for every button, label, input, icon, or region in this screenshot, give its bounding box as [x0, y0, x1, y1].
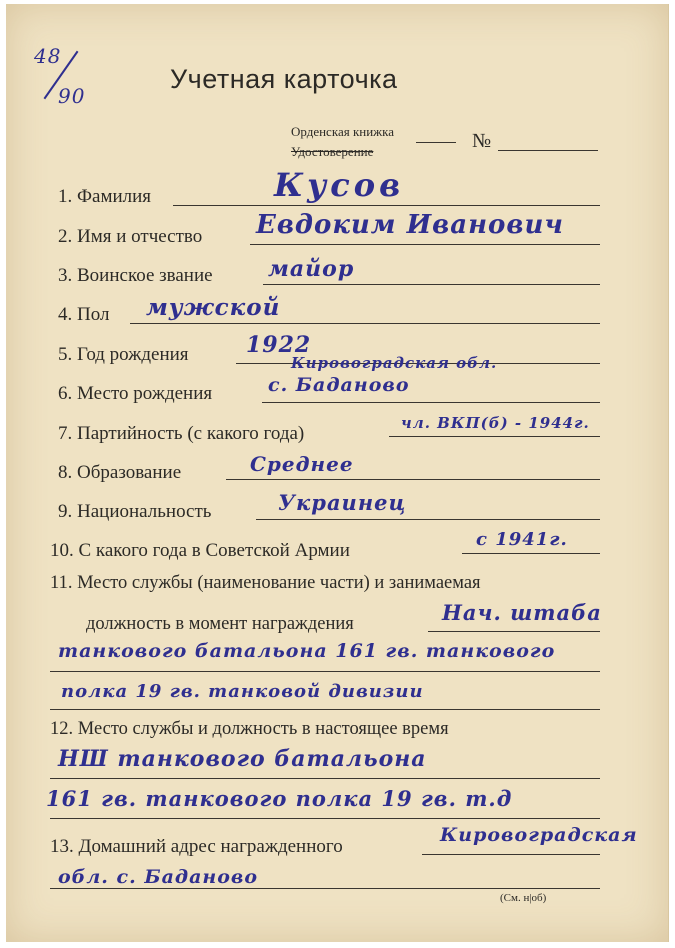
field-10-label: 10. С какого года в Советской Армии — [50, 540, 350, 561]
field-11-label-line2: должность в момент награждения — [86, 614, 354, 634]
field-13-value-line2: обл. с. Баданово — [58, 866, 259, 888]
field-13-line1 — [422, 854, 600, 855]
field-11-line2 — [50, 671, 600, 672]
field-8-value: Среднее — [250, 452, 354, 476]
field-13-line2 — [50, 888, 600, 889]
field-12-value-line2: 161 гв. танкового полка 19 гв. т.д — [46, 786, 513, 811]
field-6-value-line2: с. Баданово — [268, 374, 410, 396]
field-11-value-line1: Нач. штаба — [442, 600, 602, 625]
card-title: Учетная карточка — [170, 64, 398, 94]
field-13-value-line1: Кировоградская — [440, 824, 638, 846]
number-line — [498, 150, 598, 151]
field-5-label: 5. Год рождения — [58, 344, 189, 365]
field-11-line1 — [428, 631, 600, 632]
field-12-value-line1: НШ танкового батальона — [58, 746, 427, 772]
field-4-line — [130, 323, 600, 324]
field-13-label: 13. Домашний адрес награжденного — [50, 836, 343, 857]
field-10-value: с 1941г. — [476, 529, 568, 550]
field-7-label: 7. Партийность (с какого года) — [58, 423, 305, 444]
field-11-value-line3: полка 19 гв. танковой дивизии — [61, 681, 424, 702]
field-1-line — [173, 205, 600, 206]
field-6-line — [262, 402, 600, 403]
field-3-value: майор — [268, 256, 355, 282]
field-10-line — [462, 553, 600, 554]
footer-note: (См. н|об) — [500, 892, 547, 904]
field-1-label: 1. Фамилия — [58, 186, 152, 207]
doc-type-order-book: Орденская книжка — [291, 124, 395, 139]
field-6-label: 6. Место рождения — [58, 383, 213, 404]
field-2-value: Евдоким Иванович — [256, 210, 564, 240]
field-2-label: 2. Имя и отчество — [58, 226, 203, 247]
record-card — [6, 4, 669, 942]
field-3-label: 3. Воинское звание — [58, 265, 213, 286]
field-7-value: чл. ВКП(б) - 1944г. — [401, 414, 590, 432]
field-3-line — [263, 284, 600, 285]
field-8-line — [226, 479, 600, 480]
field-11-line3 — [50, 709, 600, 710]
field-4-value: мужской — [146, 294, 281, 321]
doc-type-certificate: Удостоверение — [291, 144, 374, 159]
field-12-label: 12. Место службы и должность в настоящее время — [50, 719, 449, 739]
field-11-value-line2: танкового батальона 161 гв. танкового — [58, 640, 556, 662]
field-7-line — [389, 436, 600, 437]
field-12-line2 — [50, 818, 600, 819]
corner-note-top: 48 — [34, 44, 62, 68]
field-4-label: 4. Пол — [58, 304, 110, 325]
field-6-value-line1: Кировоградская обл. — [291, 354, 498, 372]
field-12-line1 — [50, 778, 600, 779]
field-1-value: Кусов — [274, 166, 405, 204]
field-11-label-line1: 11. Место службы (наименование части) и занимаемая — [50, 573, 481, 593]
field-9-label: 9. Национальность — [58, 501, 212, 522]
field-9-value: Украинец — [278, 490, 407, 515]
field-8-label: 8. Образование — [58, 462, 182, 483]
field-2-line — [250, 244, 600, 245]
corner-note-bottom: 90 — [58, 84, 86, 108]
doc-type-line — [416, 142, 456, 143]
number-label: № — [472, 130, 492, 152]
field-9-line — [256, 519, 600, 520]
field-5-value: 1922 — [246, 332, 312, 358]
